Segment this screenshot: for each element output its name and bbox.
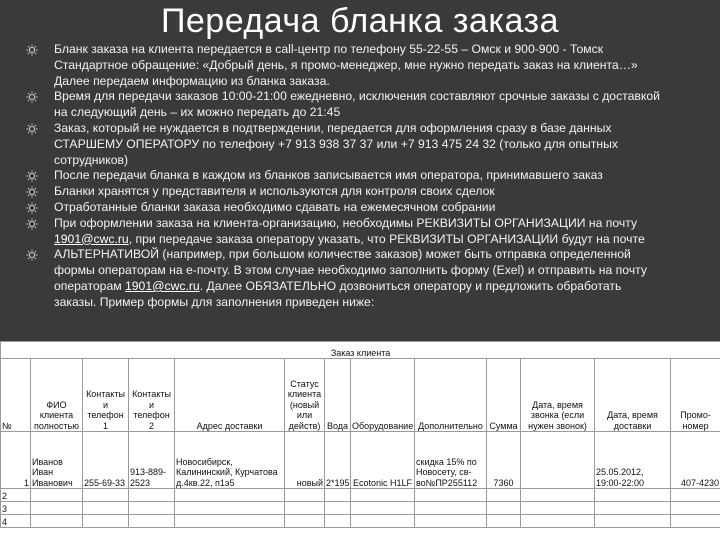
table-row (1, 515, 720, 528)
bullet-line: При оформлении заказа на клиента-организацию, необходимы РЕКВИЗИТЫ ОРГАНИЗАЦИИ на почту (54, 215, 638, 230)
bullet-list (24, 42, 714, 311)
table-cell: 407-4230 (671, 432, 720, 489)
table-cell (31, 502, 83, 515)
table-header-row (1, 359, 720, 432)
table-cell (351, 515, 415, 528)
sun-bullet-icon (26, 91, 38, 103)
table-cell: 2 (1, 489, 31, 502)
column-header: Промо-номер (671, 359, 720, 432)
order-form-table (0, 341, 720, 540)
table-cell (487, 515, 521, 528)
table-cell (521, 432, 595, 489)
table-cell (285, 489, 325, 502)
table-cell: 25.05.2012, 19:00-22:00 (595, 432, 671, 489)
table-cell: 2*195 (325, 432, 351, 489)
bullet-line: заказы. Пример формы для заполнения приведен ниже: (54, 294, 375, 309)
table-cell (351, 489, 415, 502)
bullet-line: Заказ, который не нуждается в подтверждении, передается для оформления сразу в базе данных (54, 120, 612, 135)
bullet-item (24, 184, 714, 200)
table-cell (521, 515, 595, 528)
bullet-line: формы операторам на e-почту. В этом случае необходимо заполнить форму (Exel) и отправить на почту (54, 263, 647, 278)
table-cell (325, 489, 351, 502)
table-cell (415, 489, 487, 502)
table-cell (521, 502, 595, 515)
column-header: Дополнительно (415, 359, 487, 432)
column-header: Дата, время звонка (если нужен звонок) (521, 359, 595, 432)
table-cell: 913-889-2523 (129, 432, 175, 489)
bullet-item (24, 247, 714, 310)
table-cell (129, 502, 175, 515)
sun-bullet-icon (26, 170, 38, 182)
table-cell: Иванов Иван Иванович (31, 432, 83, 489)
table-cell (129, 489, 175, 502)
table-cell: Новосибирск, Калининский, Курчатова д.4кв.22, п1э5 (175, 432, 285, 489)
bullet-line: Стандартное обращение: «Добрый день, я промо-менеджер, мне нужно передать заказ на клиента…» (54, 57, 638, 72)
column-header: Дата, время доставки (595, 359, 671, 432)
bullet-line: Отработанные бланки заказа необходимо сдавать на ежемесячном собрании (54, 199, 496, 214)
bullet-item (24, 200, 714, 216)
slide-title: Передача бланка заказа (160, 2, 560, 40)
table-cell (521, 489, 595, 502)
bullet-line: СТАРШЕМУ ОПЕРАТОРУ по телефону +7 913 938 37 37 или +7 913 475 24 32 (только для опытных (54, 136, 618, 151)
table-cell (595, 502, 671, 515)
table-cell: 255-69-33 (83, 432, 129, 489)
column-header: Вода (325, 359, 351, 432)
table-cell: 4 (1, 515, 31, 528)
table-cell: Ecotonic H1LF (351, 432, 415, 489)
email-link[interactable]: 1901@cwc.ru (54, 231, 129, 246)
bullet-line (54, 232, 714, 248)
column-header: Оборудование (351, 359, 415, 432)
table-cell (671, 489, 720, 502)
table-cell (671, 515, 720, 528)
table-cell (83, 489, 129, 502)
bullet-item (24, 121, 714, 168)
table-cell (175, 515, 285, 528)
bullet-line: Время для передачи заказов 10:00-21:00 ежедневно, исключения составляют срочные заказы с доставкой (54, 89, 660, 104)
table-cell (595, 489, 671, 502)
bullet-line: После передачи бланка в каждом из бланков записывается имя оператора, принимавшего заказ (54, 168, 603, 183)
table-cell (487, 489, 521, 502)
table-cell (285, 502, 325, 515)
table-cell (415, 515, 487, 528)
bullet-item (24, 168, 714, 184)
table-cell (325, 502, 351, 515)
bullet-item (24, 89, 714, 121)
column-header: Адрес доставки (175, 359, 285, 432)
bullet-item (24, 216, 714, 248)
bullet-line: на следующий день – их можно передать до 21:45 (54, 105, 341, 120)
bullet-item (24, 42, 714, 89)
table-cell (129, 515, 175, 528)
table-row (1, 502, 720, 515)
table-row (1, 489, 720, 502)
table-cell (415, 502, 487, 515)
table-caption-row (1, 342, 720, 359)
order-table (0, 341, 720, 528)
table-cell (175, 502, 285, 515)
table-cell (285, 515, 325, 528)
sun-bullet-icon (26, 218, 38, 230)
column-header: Сумма (487, 359, 521, 432)
column-header: Контакты и телефон 2 (129, 359, 175, 432)
table-cell (83, 502, 129, 515)
email-link[interactable]: 1901@cwc.ru (125, 278, 200, 293)
table-cell: 7360 (487, 432, 521, 489)
bullet-line-text: , при передаче заказа оператору указать, что РЕКВИЗИТЫ ОРГАНИЗАЦИИ будут на почте (128, 231, 645, 246)
bullet-line: Далее передаем информацию из бланка заказа. (54, 73, 330, 88)
column-header: № (1, 359, 31, 432)
bullet-line: АЛЬТЕРНАТИВОЙ (например, при большом количестве заказов) может быть отправка определенной (54, 247, 631, 262)
sun-bullet-icon (26, 202, 38, 214)
table-row (1, 432, 720, 489)
table-cell (175, 489, 285, 502)
sun-bullet-icon (26, 44, 38, 56)
table-cell (31, 515, 83, 528)
column-header: Статус клиента (новый или действ) (285, 359, 325, 432)
table-cell (671, 502, 720, 515)
table-cell (595, 515, 671, 528)
table-cell: новый (285, 432, 325, 489)
table-caption: Заказ клиента (1, 342, 720, 359)
bullet-line: Бланк заказа на клиента передается в call-центр по телефону 55-22-55 – Омск и 900-900 - Томск (54, 42, 604, 56)
table-cell (351, 502, 415, 515)
table-cell: скидка 15% по Новосету, св-во№ПР255112 (415, 432, 487, 489)
bullet-line-text: операторам (54, 278, 125, 293)
column-header: ФИО клиента полностью (31, 359, 83, 432)
bullet-line: сотрудников) (54, 152, 129, 167)
bullet-line: Бланки хранятся у представителя и используются для контроля своих сделок (54, 184, 495, 199)
sun-bullet-icon (26, 186, 38, 198)
table-cell (325, 515, 351, 528)
table-cell (487, 502, 521, 515)
table-cell (31, 489, 83, 502)
table-cell: 1 (1, 432, 31, 489)
column-header: Контакты и телефон 1 (83, 359, 129, 432)
table-cell: 3 (1, 502, 31, 515)
table-cell (83, 515, 129, 528)
bullet-line-text: . Далее ОБЯЗАТЕЛЬНО дозвониться оператору и предложить обработать (199, 278, 622, 293)
sun-bullet-icon (26, 249, 38, 261)
sun-bullet-icon (26, 123, 38, 135)
bullet-line (54, 279, 714, 295)
